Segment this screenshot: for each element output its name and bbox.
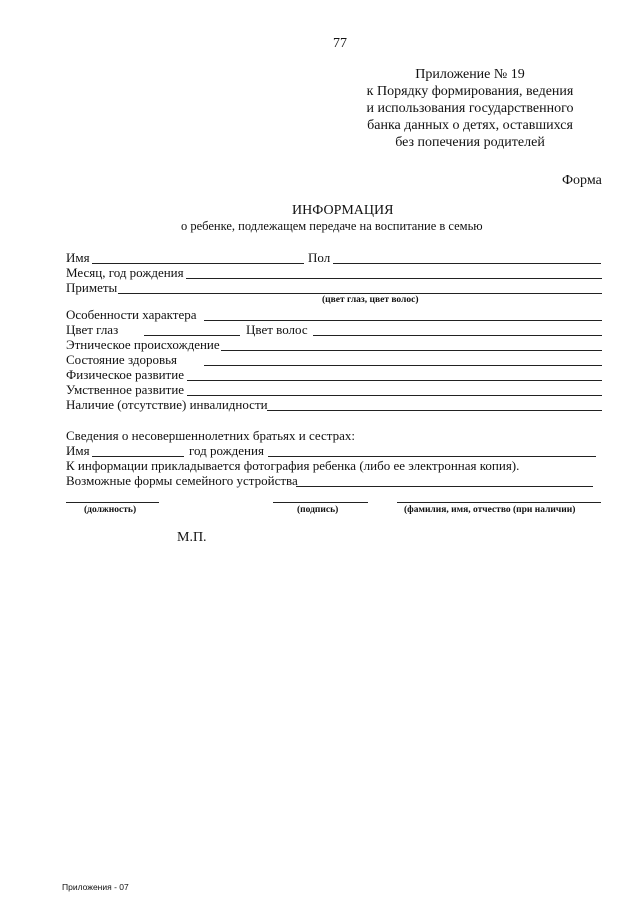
label-features: Приметы [66, 280, 118, 295]
label-character: Особенности характера [66, 307, 197, 322]
photo-note: К информации прикладывается фотография ребенка (либо ее электронная копия). [66, 458, 520, 473]
label-ethnic-origin: Этническое происхождение [66, 337, 220, 352]
signature-line[interactable] [273, 502, 368, 503]
stamp-label: М.П. [177, 530, 207, 545]
appendix-header [360, 66, 580, 151]
label-name: Имя [66, 250, 90, 265]
sex-field[interactable] [333, 263, 601, 264]
hair-color-field[interactable] [313, 335, 602, 336]
ethnic-origin-field[interactable] [221, 350, 602, 351]
appendix-line-2: и использования государственного [366, 101, 574, 116]
sibling-name-field[interactable] [92, 456, 184, 457]
appendix-line-4: без попечения родителей [395, 135, 545, 150]
label-eye-color: Цвет глаз [66, 322, 119, 337]
document-title: ИНФОРМАЦИЯ [292, 203, 394, 218]
position-caption: (должность) [84, 505, 137, 515]
siblings-heading: Сведения о несовершеннолетних братьях и сестрах: [66, 428, 355, 443]
signature-caption: (подпись) [297, 505, 339, 515]
features-field[interactable] [118, 293, 602, 294]
sibling-birth-year-field[interactable] [268, 456, 596, 457]
birth-month-year-field[interactable] [186, 278, 602, 279]
document-subtitle: о ребенке, подлежащем передаче на воспитание в семью [181, 219, 483, 233]
label-hair-color: Цвет волос [246, 322, 308, 337]
label-health: Состояние здоровья [66, 352, 178, 367]
mental-development-field[interactable] [187, 395, 602, 396]
label-sibling-birth-year: год рождения [189, 443, 264, 458]
appendix-line-3: банка данных о детях, оставшихся [367, 118, 573, 133]
form-label: Форма [562, 173, 602, 188]
eye-color-field[interactable] [144, 335, 240, 336]
label-sibling-name: Имя [66, 443, 90, 458]
label-sex: Пол [308, 250, 331, 265]
health-field[interactable] [204, 365, 602, 366]
label-disability: Наличие (отсутствие) инвалидности [66, 397, 268, 412]
family-forms-field[interactable] [296, 486, 593, 487]
label-physical-development: Физическое развитие [66, 367, 184, 382]
appendix-title: Приложение № 19 [415, 67, 525, 82]
disability-field[interactable] [267, 410, 602, 411]
full-name-line[interactable] [397, 502, 601, 503]
footer-label: Приложения - 07 [62, 882, 129, 892]
label-mental-development: Умственное развитие [66, 382, 185, 397]
appendix-line-1: к Порядку формирования, ведения [366, 84, 574, 99]
character-field[interactable] [204, 320, 602, 321]
position-line[interactable] [66, 502, 159, 503]
page-number: 77 [333, 36, 347, 51]
label-birth-month-year: Месяц, год рождения [66, 265, 184, 280]
full-name-caption: (фамилия, имя, отчество (при наличии) [404, 505, 576, 515]
physical-development-field[interactable] [187, 380, 602, 381]
features-hint: (цвет глаз, цвет волос) [322, 295, 419, 305]
name-field[interactable] [92, 263, 304, 264]
label-family-forms: Возможные формы семейного устройства [66, 473, 298, 488]
